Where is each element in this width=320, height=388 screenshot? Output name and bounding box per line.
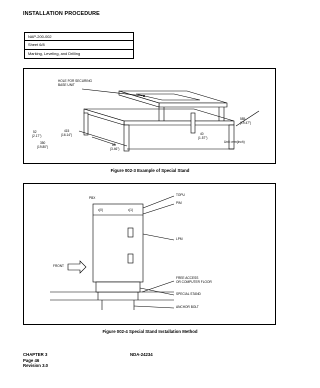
info-table (24, 32, 134, 59)
label-unit: Unit: mm(inch) (224, 140, 245, 144)
table-row-id: NAP-200-002 (25, 33, 133, 41)
label-350: 350 (40, 141, 46, 145)
label-52: 52 (33, 130, 37, 134)
footer-left (23, 352, 48, 369)
label-lpm: LPM (176, 237, 183, 241)
table-row-sheet: Sheet 6/8 (25, 41, 133, 49)
figure-stand-installation (23, 183, 276, 325)
footer-chapter: CHAPTER 3 (23, 352, 48, 357)
label-free-access: FREE ACCESS OR COMPUTER FLOOR (176, 276, 212, 284)
label-415-inch: (16.14") (61, 133, 73, 137)
label-hole: HOLE FOR SECURING BASE UNIT (58, 79, 93, 87)
figure-caption-1: Figure 002-3 Example of Special Stand (110, 168, 190, 173)
footer-doc-id: NDA-24234 (130, 352, 153, 357)
label-pim: PIM (176, 201, 182, 205)
label-40: 40 (200, 132, 204, 136)
label-40-inch: (1.57") (198, 136, 208, 140)
footer-page: Page 46 (23, 357, 40, 363)
label-415: 415 (64, 129, 70, 133)
label-anchor-bolt: ANCHOR BOLT (176, 305, 199, 309)
label-350-inch: (19.80") (37, 145, 49, 149)
figure-caption-2: Figure 002-4 Special Stand Installation Method (102, 329, 198, 334)
label-585: 585 (19.47") (240, 117, 252, 125)
label-front: FRONT (53, 264, 64, 268)
label-special-stand: SPECIAL STAND (176, 292, 201, 296)
label-topu: TOPU (176, 193, 185, 197)
mark-0: •(0) (98, 208, 104, 212)
mark-1: •(1) (128, 208, 134, 212)
label-85-inch: (3.46") (110, 147, 120, 151)
section-header: INSTALLATION PROCEDURE (23, 11, 100, 17)
label-85: 85 (112, 143, 116, 147)
label-pbx: PBX (89, 196, 96, 200)
table-row-topic: Marking, Leveling, and Drilling (28, 50, 81, 56)
label-52-inch: (2.17") (32, 134, 42, 138)
installation-drawing (24, 184, 277, 326)
figure-special-stand (23, 68, 276, 164)
footer-revision: Revision 3.0 (23, 363, 49, 369)
